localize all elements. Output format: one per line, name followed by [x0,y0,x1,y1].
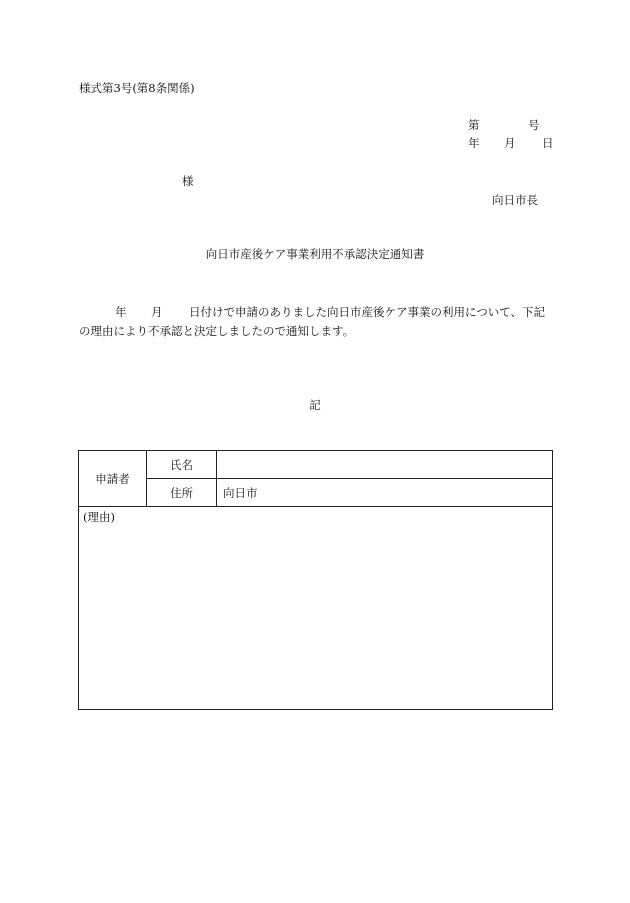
document-title: 向日市産後ケア事業利用不承認決定通知書 [205,247,425,261]
issue-number-line [468,118,540,132]
name-value [217,451,553,479]
body-paragraph [79,303,555,341]
address-value: 向日市 [217,479,553,507]
issue-date-day: 日 [542,136,554,150]
sender-title: 向日市長 [492,193,538,207]
addressee-honorific: 様 [182,174,194,188]
applicant-table [78,450,553,710]
reason-cell [79,507,553,710]
ki-heading: 記 [309,398,321,412]
address-label: 住所 [147,479,217,507]
form-number: 様式第3号(第8条関係) [79,81,195,95]
issue-date-year: 年 [468,136,480,150]
reason-label: (理由) [83,510,115,524]
name-label: 氏名 [147,451,217,479]
issue-date-month: 月 [504,136,516,150]
body-month: 月 [151,305,163,319]
body-year: 年 [115,305,127,319]
applicant-label: 申請者 [79,451,147,507]
body-text: 日付けで申請のありました向日市産後ケア事業の利用について、下記の理由により不承認と決定しましたので通知します。 [79,305,546,338]
issue-number-suffix: 号 [528,118,540,132]
issue-number-prefix: 第 [468,118,480,132]
issue-date-line [468,136,554,150]
